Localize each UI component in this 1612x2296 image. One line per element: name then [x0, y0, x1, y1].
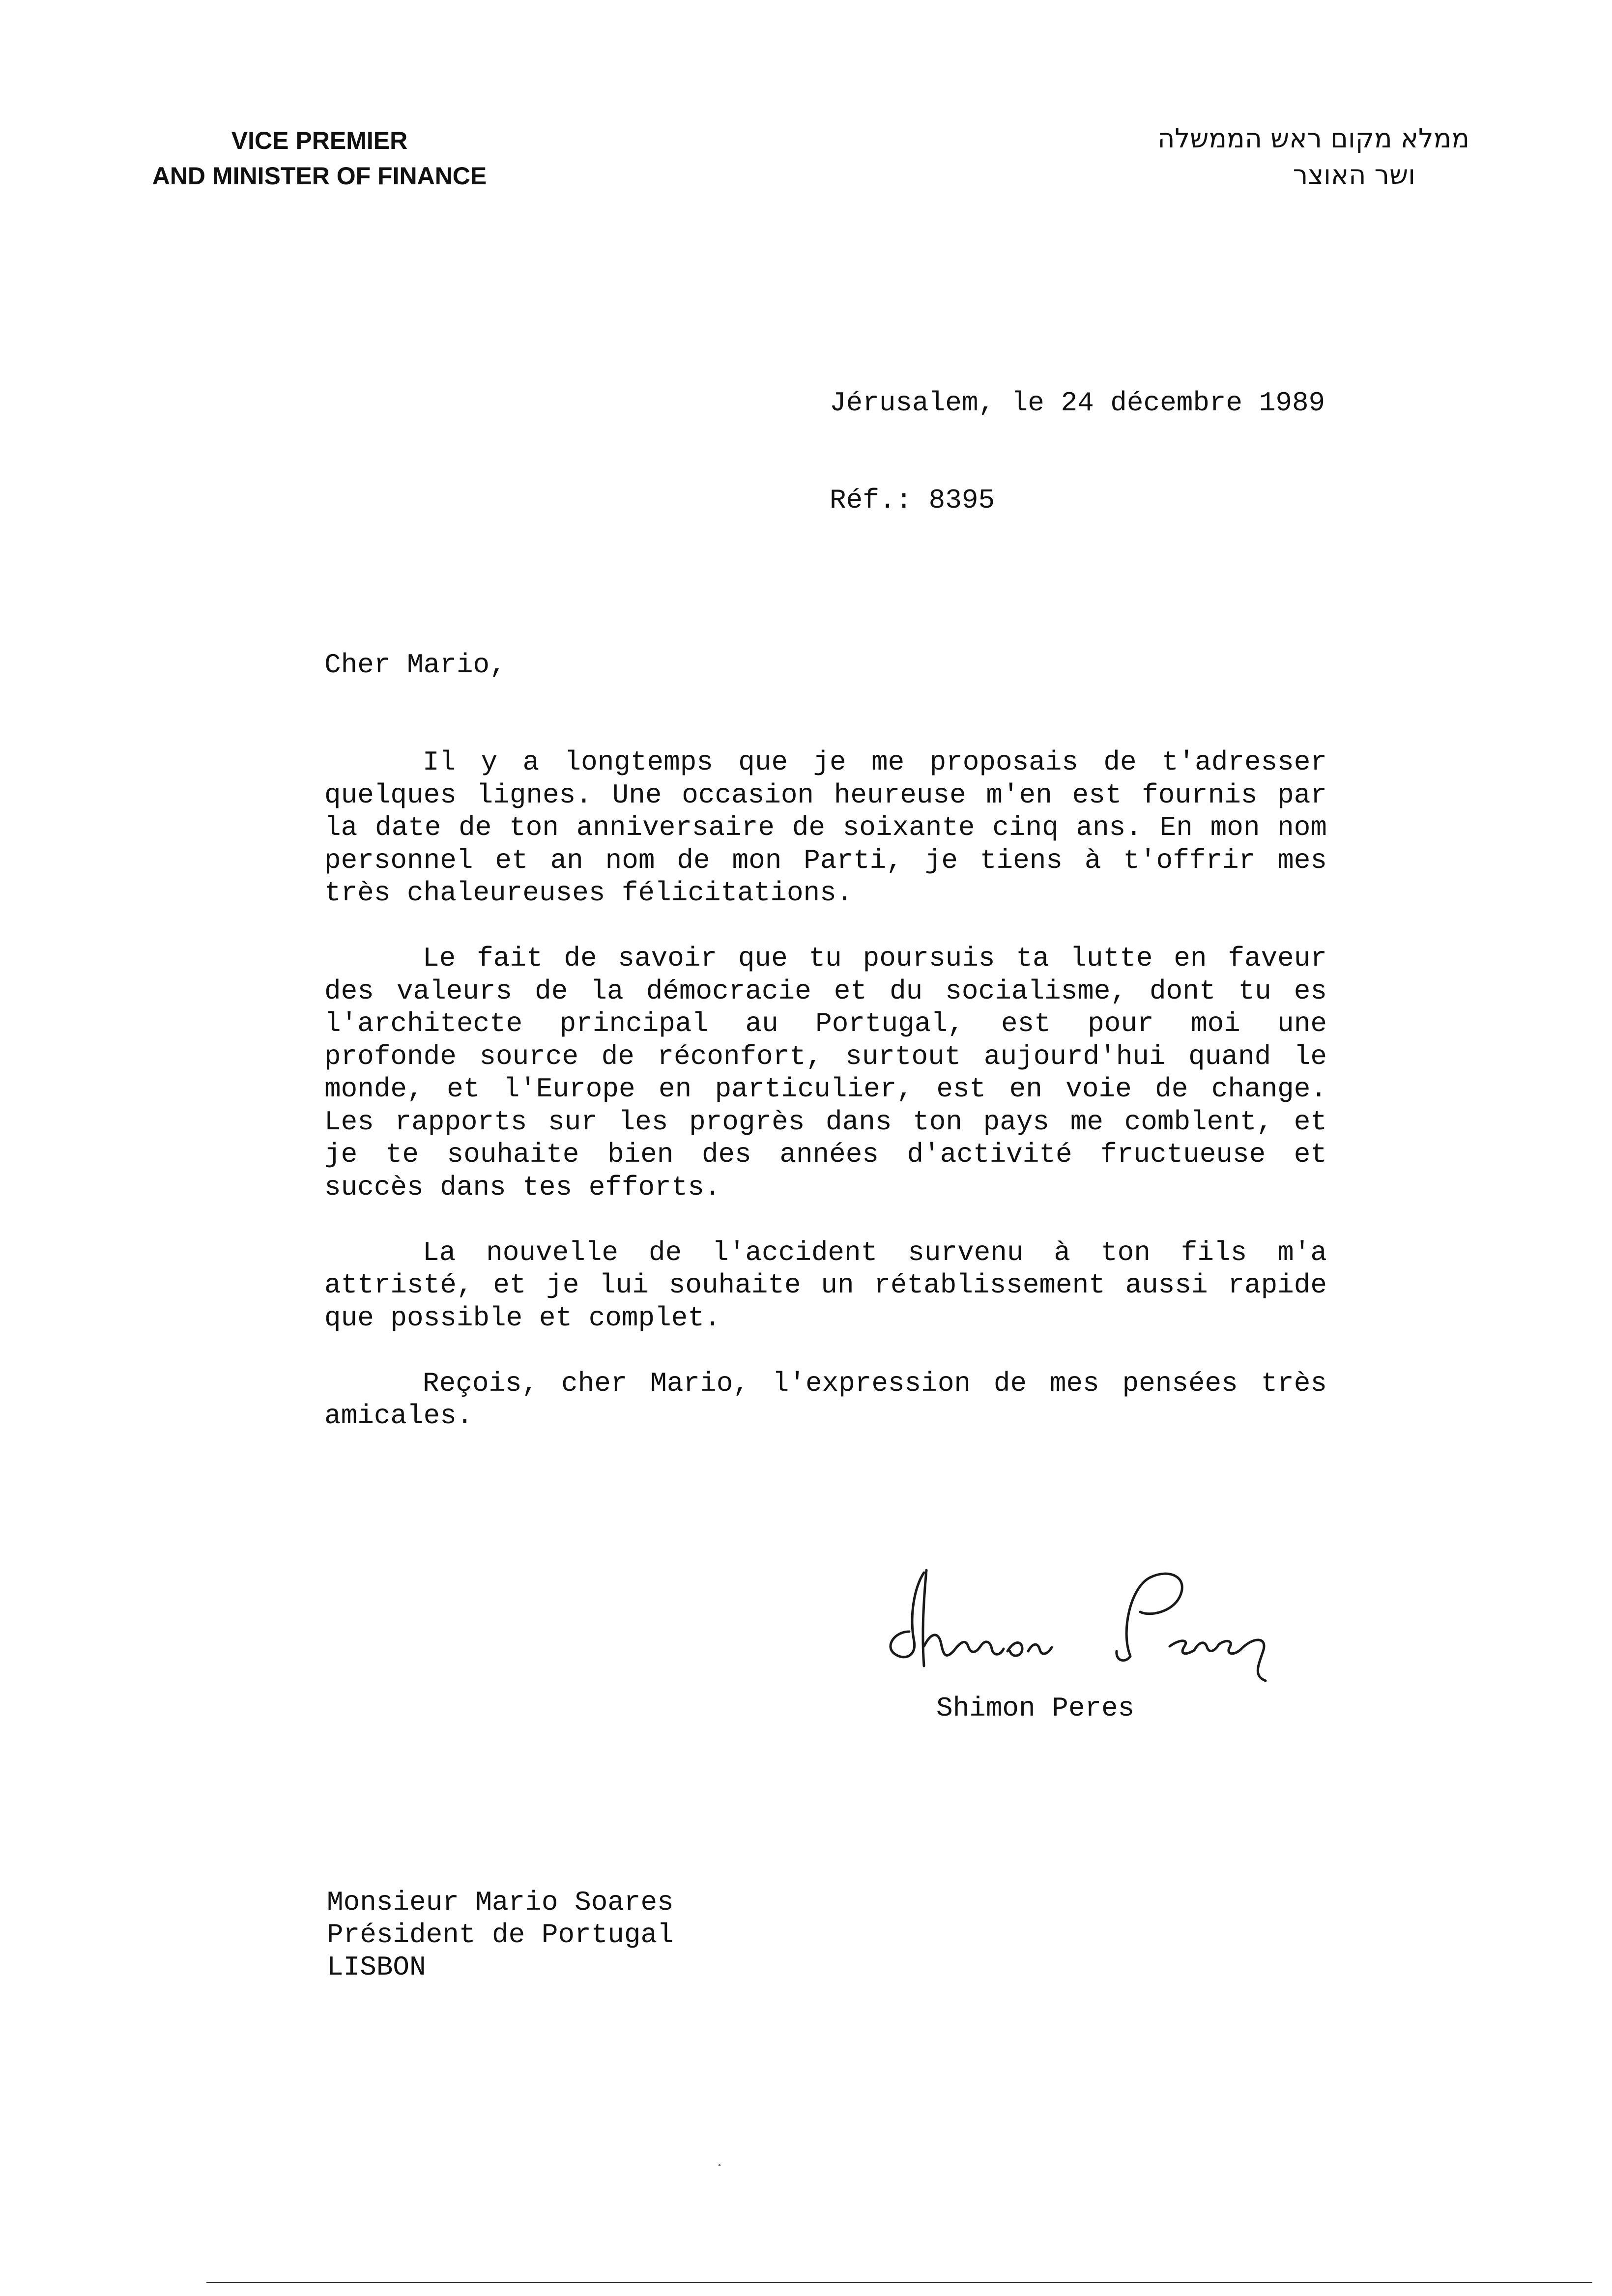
recipient-city: LISBON: [327, 1952, 426, 1983]
letterhead-hebrew-line1: ממלא מקום ראש הממשלה: [1157, 123, 1469, 154]
signer-name: Shimon Peres: [936, 1693, 1135, 1724]
recipient-name: Monsieur Mario Soares: [327, 1887, 674, 1918]
letterhead-title-line2: AND MINISTER OF FINANCE: [152, 162, 487, 190]
bottom-edge-line: [206, 2282, 1592, 2283]
reference-line: Réf.: 8395: [830, 485, 995, 516]
letterhead-english: [133, 123, 506, 194]
recipient-title: Président de Portugal: [327, 1919, 674, 1951]
paragraph-1: Il y a longtemps que je me proposais de t'adresser quelques lignes. Une occasion heureuse m'en est fournis par la date de ton anniversaire de soixante cinq ans. En mon nom personnel et an nom de mon Parti, je tiens à t'offrir mes très chaleureuses félicitations.: [324, 746, 1327, 909]
salutation: Cher Mario,: [324, 649, 506, 681]
letter-body: [324, 746, 1327, 1465]
paper-speck: [719, 2164, 720, 2166]
date-line: Jérusalem, le 24 décembre 1989: [830, 387, 1325, 419]
letterhead-hebrew: [1106, 120, 1469, 193]
paragraph-2: Le fait de savoir que tu poursuis ta lutte en faveur des valeurs de la démocracie et du socialisme, dont tu es l'architecte principal au Portugal, est pour moi une profonde source de réconfort, surtout aujourd'hui quand le monde, et l'Europe en particulier, est en voie de change. Les rapports sur les progrès dans ton pays me comblent, et je te souhaite bien des années d'activité fructueuse et succès dans tes efforts.: [324, 943, 1327, 1203]
letterhead-title-line1: VICE PREMIER: [231, 127, 408, 154]
recipient-address: [327, 1886, 674, 1983]
dateline: [830, 322, 1325, 549]
paragraph-4: Reçois, cher Mario, l'expression de mes pensées très amicales.: [324, 1367, 1327, 1432]
handwritten-signature: [875, 1558, 1293, 1686]
letterhead-hebrew-line2: ושר האוצר: [1293, 159, 1415, 190]
paragraph-3: La nouvelle de l'accident survenu à ton fils m'a attristé, et je lui souhaite un rétablissement aussi rapide que possible et complet.: [324, 1236, 1327, 1334]
